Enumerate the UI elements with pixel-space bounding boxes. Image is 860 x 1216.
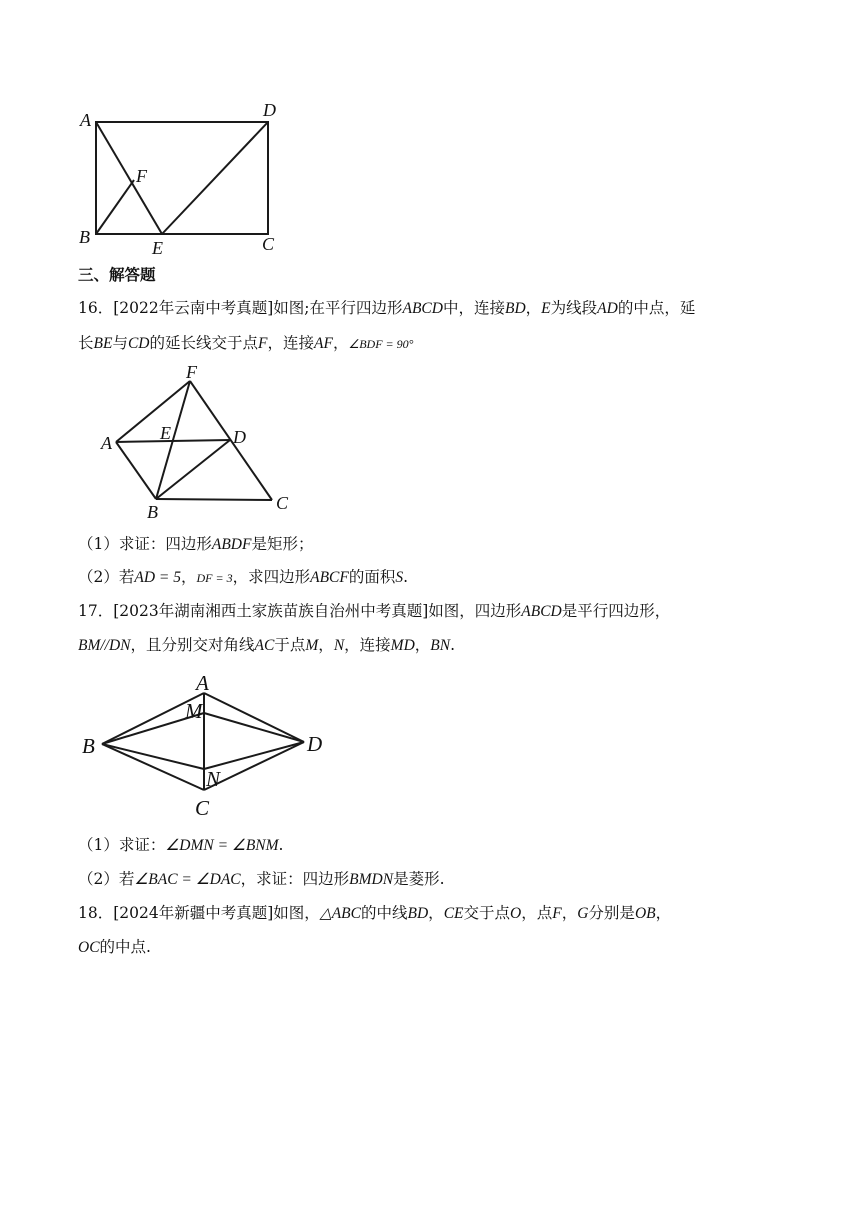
q16-line-1: [78, 297, 695, 320]
q17-text: ，: [318, 636, 334, 654]
vertex-label-a: A: [80, 110, 91, 130]
vertex-label-n: N: [206, 767, 221, 791]
q16-f: F: [258, 335, 268, 352]
q18-triangle: △ABC: [319, 905, 361, 922]
q18-line-2: [78, 936, 151, 959]
vertex-label-d: D: [263, 100, 276, 120]
q17-text: ，连接: [344, 636, 391, 654]
q16-abcd: ABCD: [402, 300, 443, 317]
q17-text: 是平行四边形，: [561, 602, 671, 620]
q16-p2-text: （2）若: [78, 568, 135, 586]
q16-p1-text: （1）求证：四边形: [78, 535, 212, 553]
q17-source: [2023年湖南湘西土家族苗族自治州中考真题]如图，四边形: [113, 602, 522, 620]
q16-text: ，: [525, 299, 542, 317]
q16-ad: AD: [597, 300, 618, 317]
figure-q17: [78, 668, 338, 823]
q16-text: 的中点，延: [617, 299, 696, 317]
vertex-label-m: M: [185, 699, 203, 723]
q16-e: E: [541, 300, 551, 317]
q16-text: 中，连接: [442, 299, 505, 317]
q16-text: ，连接: [267, 334, 315, 352]
q18-text: ，: [561, 904, 578, 922]
q18-bd: BD: [407, 905, 429, 922]
q17-n: N: [333, 637, 345, 654]
q17-part-2: [78, 868, 445, 891]
q18-text: 交于点: [463, 904, 511, 922]
segment-af: [116, 381, 190, 442]
q17-p1-text: .: [278, 836, 284, 854]
vertex-label-e: E: [160, 423, 171, 443]
vertex-label-f: F: [136, 166, 147, 186]
rectangle-outline: [96, 122, 268, 234]
q16-p2-df: DF = 3: [196, 571, 233, 585]
figure-rectangle-abcd: [76, 96, 296, 260]
q16-p2-text: 的面积: [348, 568, 396, 586]
q18-line-1: [78, 902, 671, 925]
q17-m: M: [305, 637, 319, 654]
section-title: 三、解答题: [78, 265, 156, 284]
q16-source: [2022年云南中考真题]如图;在平行四边形: [113, 299, 403, 317]
q18-source: [2024年新疆中考真题]如图，: [113, 904, 320, 922]
vertex-label-c: C: [276, 493, 289, 513]
q18-text: ，点: [521, 904, 553, 922]
segment-ae: [96, 122, 162, 234]
q17-text: 于点: [274, 636, 306, 654]
q16-angle-condition: ∠BDF = 90°: [348, 337, 414, 351]
vertex-label-d: D: [233, 427, 246, 447]
q18-oc: OC: [78, 939, 100, 956]
q16-text: 的延长线交于点: [149, 334, 259, 352]
q17-p2-eq: ∠BAC = ∠DAC: [134, 871, 241, 888]
q17-p2-text: （2）若: [78, 870, 135, 888]
figure-q16: [96, 362, 296, 526]
q18-text: ，: [655, 904, 672, 922]
q18-text: 分别是: [588, 904, 635, 922]
vertex-label-e: E: [152, 238, 163, 258]
q17-bn: BN: [430, 637, 451, 654]
q16-cd: CD: [127, 335, 150, 352]
q16-text: 为线段: [550, 299, 598, 317]
q16-p2-shape: ABCF: [310, 569, 349, 586]
q18-ce: CE: [443, 905, 464, 922]
q18-g: G: [577, 905, 589, 922]
q18-number: 18．: [78, 904, 114, 922]
vertex-label-f: F: [186, 362, 197, 382]
vertex-label-d: D: [307, 732, 323, 756]
vertex-label-b: B: [82, 734, 95, 758]
vertex-label-a: A: [101, 433, 112, 453]
q18-ob: OB: [634, 905, 656, 922]
q18-o: O: [510, 905, 522, 922]
q16-part-1: [78, 533, 314, 556]
q18-text: 的中线: [360, 904, 408, 922]
q17-number: 17．: [78, 602, 114, 620]
q18-text: ，: [428, 904, 444, 922]
segment-bd: [156, 440, 230, 499]
q17-p2-shape: BMDN: [349, 871, 394, 888]
q16-bd: BD: [504, 300, 526, 317]
segment-ab: [116, 442, 156, 499]
q16-be: BE: [93, 335, 113, 352]
q18-text: 的中点.: [99, 938, 151, 956]
segment-bc: [156, 499, 272, 500]
q16-af: AF: [314, 335, 333, 352]
q17-ac: AC: [254, 637, 275, 654]
q17-p2-text: 是菱形.: [393, 870, 445, 888]
q17-p2-text: ，求证：四边形: [240, 870, 350, 888]
q17-condition: BM//DN: [78, 637, 131, 654]
vertex-label-b: B: [147, 502, 158, 522]
q16-part-2: [78, 566, 408, 589]
q16-p2-text: .: [403, 568, 409, 586]
q16-p2-text: ，: [181, 568, 197, 586]
vertex-label-a: A: [196, 671, 209, 695]
vertex-label-c: C: [195, 796, 210, 820]
q17-text: ，且分别交对角线: [130, 636, 255, 654]
q17-abcd: ABCD: [521, 603, 562, 620]
vertex-label-b: B: [79, 227, 90, 247]
q16-p2-text: ，求四边形: [232, 568, 311, 586]
q17-text: .: [450, 636, 456, 654]
q16-p2-s: S: [395, 569, 404, 586]
q16-line-2: [78, 332, 413, 355]
q16-number: 16．: [78, 299, 114, 317]
q16-p1-shape: ABDF: [211, 536, 252, 553]
segment-bf: [96, 180, 134, 234]
q16-p2-ad: AD = 5: [134, 569, 181, 586]
q17-p1-eq: ∠DMN = ∠BNM: [165, 837, 279, 854]
segment-bn: [102, 744, 204, 769]
q17-text: ，: [414, 636, 431, 654]
q17-line-2: [78, 634, 455, 657]
q17-part-1: [78, 834, 283, 857]
q17-p1-text: （1）求证：: [78, 836, 166, 854]
q16-p1-text: 是矩形；: [251, 535, 314, 553]
q16-text: 长: [78, 334, 94, 352]
vertex-label-c: C: [262, 234, 275, 254]
q17-md: MD: [390, 637, 415, 654]
q17-line-1: [78, 600, 670, 623]
segment-cb: [102, 744, 204, 790]
q16-text: ，: [332, 334, 349, 352]
q16-text: 与: [112, 334, 128, 352]
segment-ed: [162, 122, 268, 234]
q18-f: F: [552, 905, 562, 922]
